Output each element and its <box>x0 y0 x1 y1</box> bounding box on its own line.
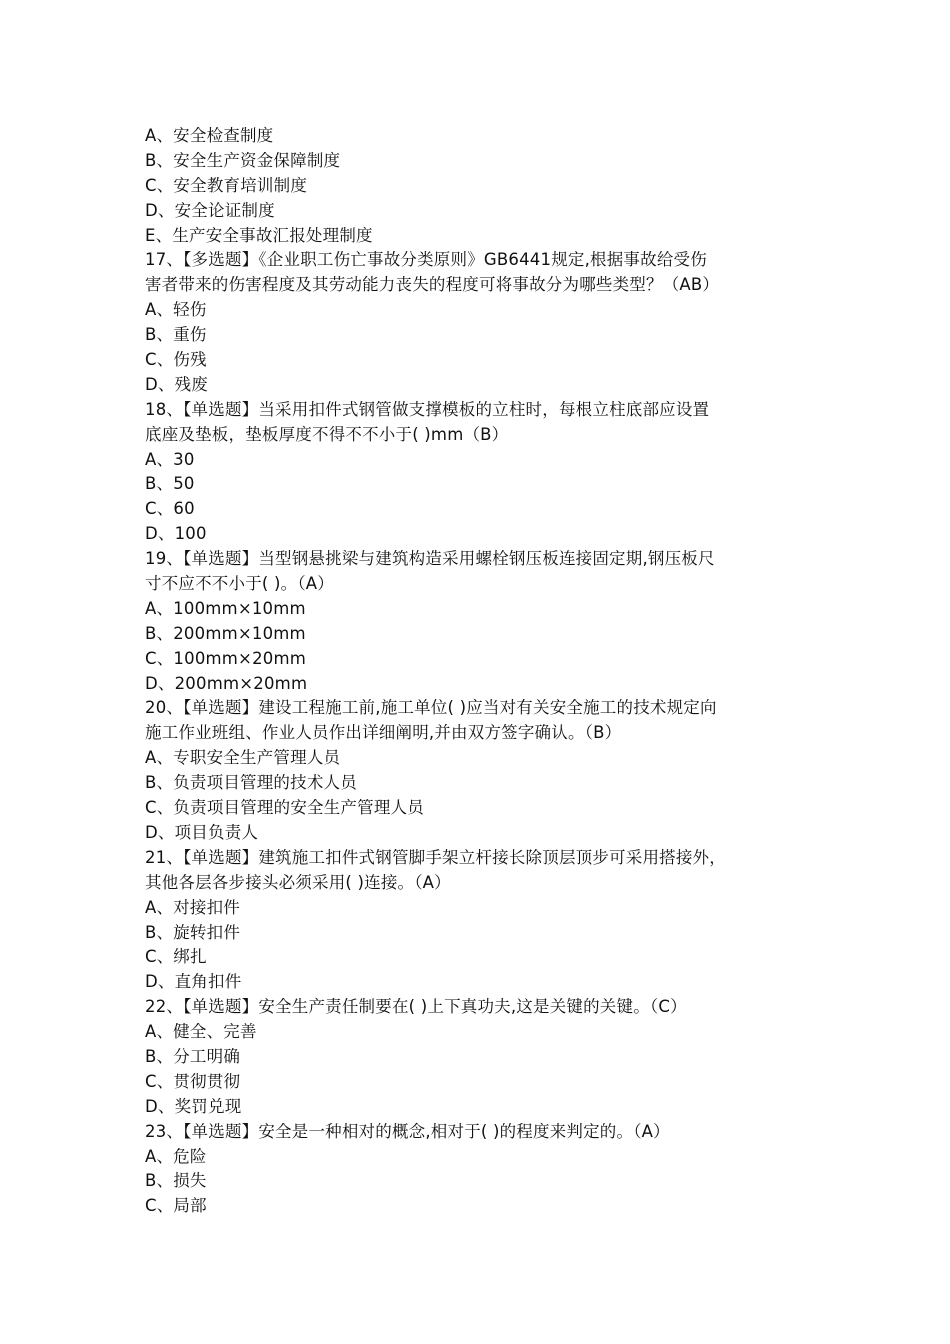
option-line: A、对接扣件 <box>145 897 240 917</box>
question-line: 23、【单选题】安全是一种相对的概念,相对于( )的程度来判定的。（A） <box>145 1121 670 1141</box>
question-line: 20、【单选题】建设工程施工前,施工单位( )应当对有关安全施工的技术规定向 <box>145 698 717 718</box>
option-line: B、分工明确 <box>145 1046 241 1066</box>
question-line: 害者带来的伤害程度及其劳动能力丧失的程度可将事故分为哪些类型？（AB） <box>145 275 720 295</box>
option-line: A、专职安全生产管理人员 <box>145 748 341 768</box>
option-line: B、200mm×10mm <box>145 623 306 643</box>
option-line: C、局部 <box>145 1196 207 1216</box>
question-line: 18、【单选题】当采用扣件式钢管做支撑模板的立柱时，每根立柱底部应设置 <box>145 399 710 419</box>
question-line: 17、【多选题】《企业职工伤亡事故分类原则》GB6441规定,根据事故给受伤 <box>145 250 707 270</box>
option-line: B、重伤 <box>145 325 207 345</box>
question-line: 22、【单选题】安全生产责任制要在( )上下真功夫,这是关键的关键。（C） <box>145 997 687 1017</box>
option-line: B、损失 <box>145 1171 207 1191</box>
option-line: A、健全、完善 <box>145 1022 257 1042</box>
question-line: 底座及垫板，垫板厚度不得不不小于( )mm（B） <box>145 424 509 444</box>
option-line: B、旋转扣件 <box>145 922 241 942</box>
option-line: C、绑扎 <box>145 947 207 967</box>
option-line: C、100mm×20mm <box>145 648 307 668</box>
option-line: D、100 <box>145 524 207 544</box>
option-line: A、100mm×10mm <box>145 598 306 618</box>
question-line: 施工作业班组、作业人员作出详细阐明,并由双方签字确认。（B） <box>145 723 622 743</box>
text-line: E、生产安全事故汇报处理制度 <box>145 225 373 245</box>
text-line: C、安全教育培训制度 <box>145 175 308 195</box>
option-line: C、伤残 <box>145 350 207 370</box>
question-line: 21、【单选题】建筑施工扣件式钢管脚手架立杆接长除顶层顶步可采用搭接外， <box>145 847 726 867</box>
option-line: D、奖罚兑现 <box>145 1096 242 1116</box>
question-line: 其他各层各步接头必须采用( )连接。（A） <box>145 872 451 892</box>
option-line: C、负责项目管理的安全生产管理人员 <box>145 798 424 818</box>
option-line: A、轻伤 <box>145 300 207 320</box>
option-line: C、贯彻贯彻 <box>145 1071 241 1091</box>
option-line: D、直角扣件 <box>145 972 242 992</box>
question-line: 19、【单选题】当型钢悬挑梁与建筑构造采用螺栓钢压板连接固定期,钢压板尺 <box>145 549 715 569</box>
option-line: B、50 <box>145 474 195 494</box>
text-line: B、安全生产资金保障制度 <box>145 150 341 170</box>
text-line: D、安全论证制度 <box>145 200 275 220</box>
question-line: 寸不应不不小于( )。（A） <box>145 574 334 594</box>
option-line: D、残废 <box>145 374 209 394</box>
text-line: A、安全检查制度 <box>145 126 274 145</box>
option-line: D、200mm×20mm <box>145 673 308 693</box>
option-line: A、30 <box>145 449 195 469</box>
option-line: B、负责项目管理的技术人员 <box>145 773 357 793</box>
option-line: A、危险 <box>145 1146 207 1166</box>
document-body <box>145 124 825 1219</box>
option-line: D、项目负责人 <box>145 822 259 842</box>
option-line: C、60 <box>145 499 195 519</box>
